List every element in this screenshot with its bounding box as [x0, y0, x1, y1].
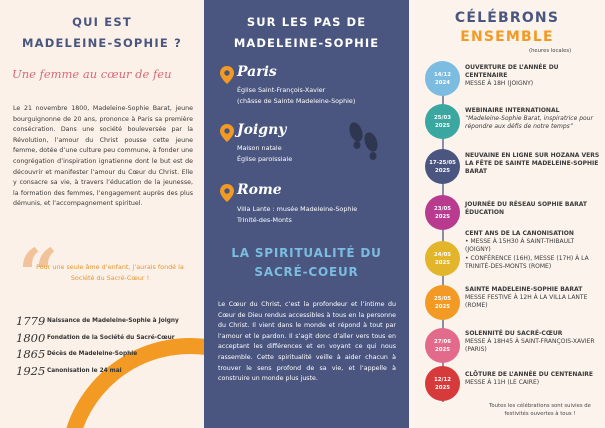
event-details [465, 152, 601, 177]
date-year: 1925 [16, 364, 46, 378]
date-year: 1800 [16, 331, 46, 345]
event-date-badge [425, 241, 460, 276]
date-year: 1779 [16, 314, 46, 328]
event-subtitle: MESSE FESTIVE À 12H À LA VILLA LANTE (ROME) [465, 294, 588, 310]
event-bullet: • CONFÉRENCE (16H), MESSE (17H) À LA TRINITÉ-DES-MONTS (ROME) [465, 254, 589, 270]
event-date-year: 2025 [434, 167, 450, 174]
date-year: 1865 [16, 347, 46, 361]
event-date-day: 17-25/05 [429, 159, 456, 166]
map-pin-icon [220, 66, 234, 84]
event-details [465, 286, 601, 311]
event-date-year: 2025 [434, 303, 450, 310]
spirituality-title-line1: LA SPIRITUALITÉ DU [231, 246, 382, 260]
event-title: OUVERTURE DE L’ANNÉE DU CENTENAIRE [465, 64, 559, 80]
left-title-line2: MADELEINE-SOPHIE ? [22, 36, 182, 50]
footnote: Toutes les célébrations sont suivies de festivités ouvertes à tous ! [489, 403, 591, 417]
footprints-icon [344, 120, 384, 165]
left-panel [0, 0, 204, 428]
date-row [16, 347, 137, 361]
local-time-note: (heures locales) [529, 48, 572, 54]
date-label: Naissance de Madeleine-Sophie à Joigny [47, 318, 179, 324]
right-panel [409, 0, 605, 428]
event-details [465, 230, 601, 271]
date-row [16, 364, 122, 378]
event-details [465, 64, 601, 89]
event-title: NEUVAINE EN LIGNE SUR HOZANA VERS LA FÊTE DE SAINTE MADELEINE-SOPHIE BARAT [465, 152, 600, 176]
event-date-year: 2025 [434, 384, 450, 391]
map-pin-icon [220, 184, 234, 202]
event-details [465, 330, 601, 355]
place-detail: Église paroissiale [237, 155, 293, 163]
event-date-badge [425, 366, 460, 401]
event-subtitle: “Madeleine-Sophie Barat, inspiratrice pour répondre aux défis de notre temps” [465, 115, 593, 131]
event-date-day: 12/12 [434, 376, 451, 383]
event-date-day: 24/05 [434, 251, 451, 258]
place-detail: Villa Lante : musée Madeleine-Sophie [237, 205, 358, 213]
biography-text: Le 21 novembre 1800, Madeleine-Sophie Barat, jeune bourguignonne de 20 ans, prononce à Paris sa première consécration. Dans une société bouleversée par la Révolution, l’amour du Christ pousse cette jeune femme, dotée d’une culture peu commune, à fonder une congrégation d’inspiration ignatienne dont le but est de découvrir et manifester l’amour du Cœur du Christ. Elle y consacre sa vie, à travers l’éducation de la jeunesse, la formation des femmes, l’engagement auprès des plus démunis, et l’accompagnement spirituel. [13, 105, 193, 208]
place-detail: Trinité-des-Monts [237, 216, 292, 224]
event-date-year: 2025 [434, 122, 450, 129]
place-detail: Église Saint-François-Xavier [237, 86, 326, 94]
event-date-badge [425, 195, 460, 230]
event-date-badge [425, 285, 460, 320]
place-detail: Maison natale [237, 144, 282, 152]
event-date-day: 23/05 [434, 205, 451, 212]
event-bullet-text: CONFÉRENCE (16H), MESSE (17H) À LA TRINITÉ-DES-MONTS (ROME) [465, 254, 589, 270]
event-date-year: 2025 [434, 213, 450, 220]
right-title-line2: ENSEMBLE [460, 29, 554, 45]
spirituality-title-line2: SACRÉ-COEUR [254, 265, 359, 279]
date-label: Canonisation le 24 mai [47, 368, 122, 374]
event-title: CLÔTURE DE L’ANNÉE DU CENTENAIRE [465, 371, 594, 378]
place-name-rome: Rome [237, 182, 282, 198]
map-pin-icon [220, 124, 234, 142]
event-date-year: 2025 [434, 259, 450, 266]
event-date-day: 25/05 [434, 295, 451, 302]
spirituality-text: Le Cœur du Christ, c’est la profondeur et l’intime du Cœur de Dieu rendus accessibles à tous en la personne du Christ. Il vient dans le monde et répond à tout par l’amour et le pardon. Il s’agit donc d’aller vers tous en acceptant les différences et en voyant ce qui nous rassemble. Cette spiritualité veille à aider chacun à trouver le sens profond de sa vie, et l’appelle à construire un monde plus juste. [218, 301, 396, 383]
event-title: WEBINAIRE INTERNATIONAL [465, 107, 560, 114]
event-title: JOURNÉE DU RÉSEAU SOPHIE BARAT ÉDUCATION [465, 201, 588, 217]
quote-text: Pour une seule âme d’enfant, j’aurais fondé la Société du Sacré-Cœur ! [36, 263, 184, 282]
quote-marks-icon: “ [18, 233, 59, 316]
place-detail: (châsse de Sainte Madeleine-Sophie) [237, 97, 356, 105]
date-label: Fondation de la Société du Sacré-Cœur [47, 335, 175, 341]
event-title: SAINTE MADELEINE-SOPHIE BARAT [465, 286, 583, 293]
middle-title-line1: SUR LES PAS DE [246, 15, 367, 29]
place-name-paris: Paris [237, 64, 277, 80]
middle-panel [204, 0, 409, 428]
event-subtitle: MESSE À 11H (LE CAIRE) [465, 379, 540, 387]
event-subtitle: MESSE À 18H (JOIGNY) [465, 80, 534, 88]
event-details [465, 201, 601, 217]
date-row [16, 314, 179, 328]
event-title: CENT ANS DE LA CANONISATION [465, 230, 574, 237]
left-subtitle: Une femme au cœur de feu [12, 67, 172, 81]
event-date-badge [425, 328, 460, 363]
event-bullet-text: MESSE À 15H30 À SAINT-THIBAULT (JOIGNY) [465, 238, 575, 254]
event-date-badge [425, 104, 460, 139]
left-title-line1: QUI EST [72, 15, 132, 29]
event-details [465, 371, 601, 387]
middle-title-line2: MADELEINE-SOPHIE [233, 36, 380, 50]
event-date-badge [425, 61, 460, 96]
event-bullet: • MESSE À 15H30 À SAINT-THIBAULT (JOIGNY) [465, 238, 575, 254]
event-details [465, 107, 601, 132]
event-date-day: 25/03 [434, 114, 451, 121]
event-date-year: 2025 [434, 346, 450, 353]
place-name-joigny: Joigny [237, 122, 287, 138]
date-label: Décès de Madeleine-Sophie [47, 351, 138, 357]
event-date-year: 2024 [434, 79, 450, 86]
event-date-day: 27/06 [434, 338, 451, 345]
event-date-day: 14/12 [434, 71, 451, 78]
event-subtitle: MESSE À 18H45 À SAINT-FRANÇOIS-XAVIER (PARIS) [465, 338, 595, 354]
event-title: SOLENNITÉ DU SACRÉ-CŒUR [465, 330, 563, 337]
date-row [16, 331, 175, 345]
right-title-line1: CÉLÉBRONS [454, 10, 560, 26]
event-date-badge [425, 149, 460, 184]
